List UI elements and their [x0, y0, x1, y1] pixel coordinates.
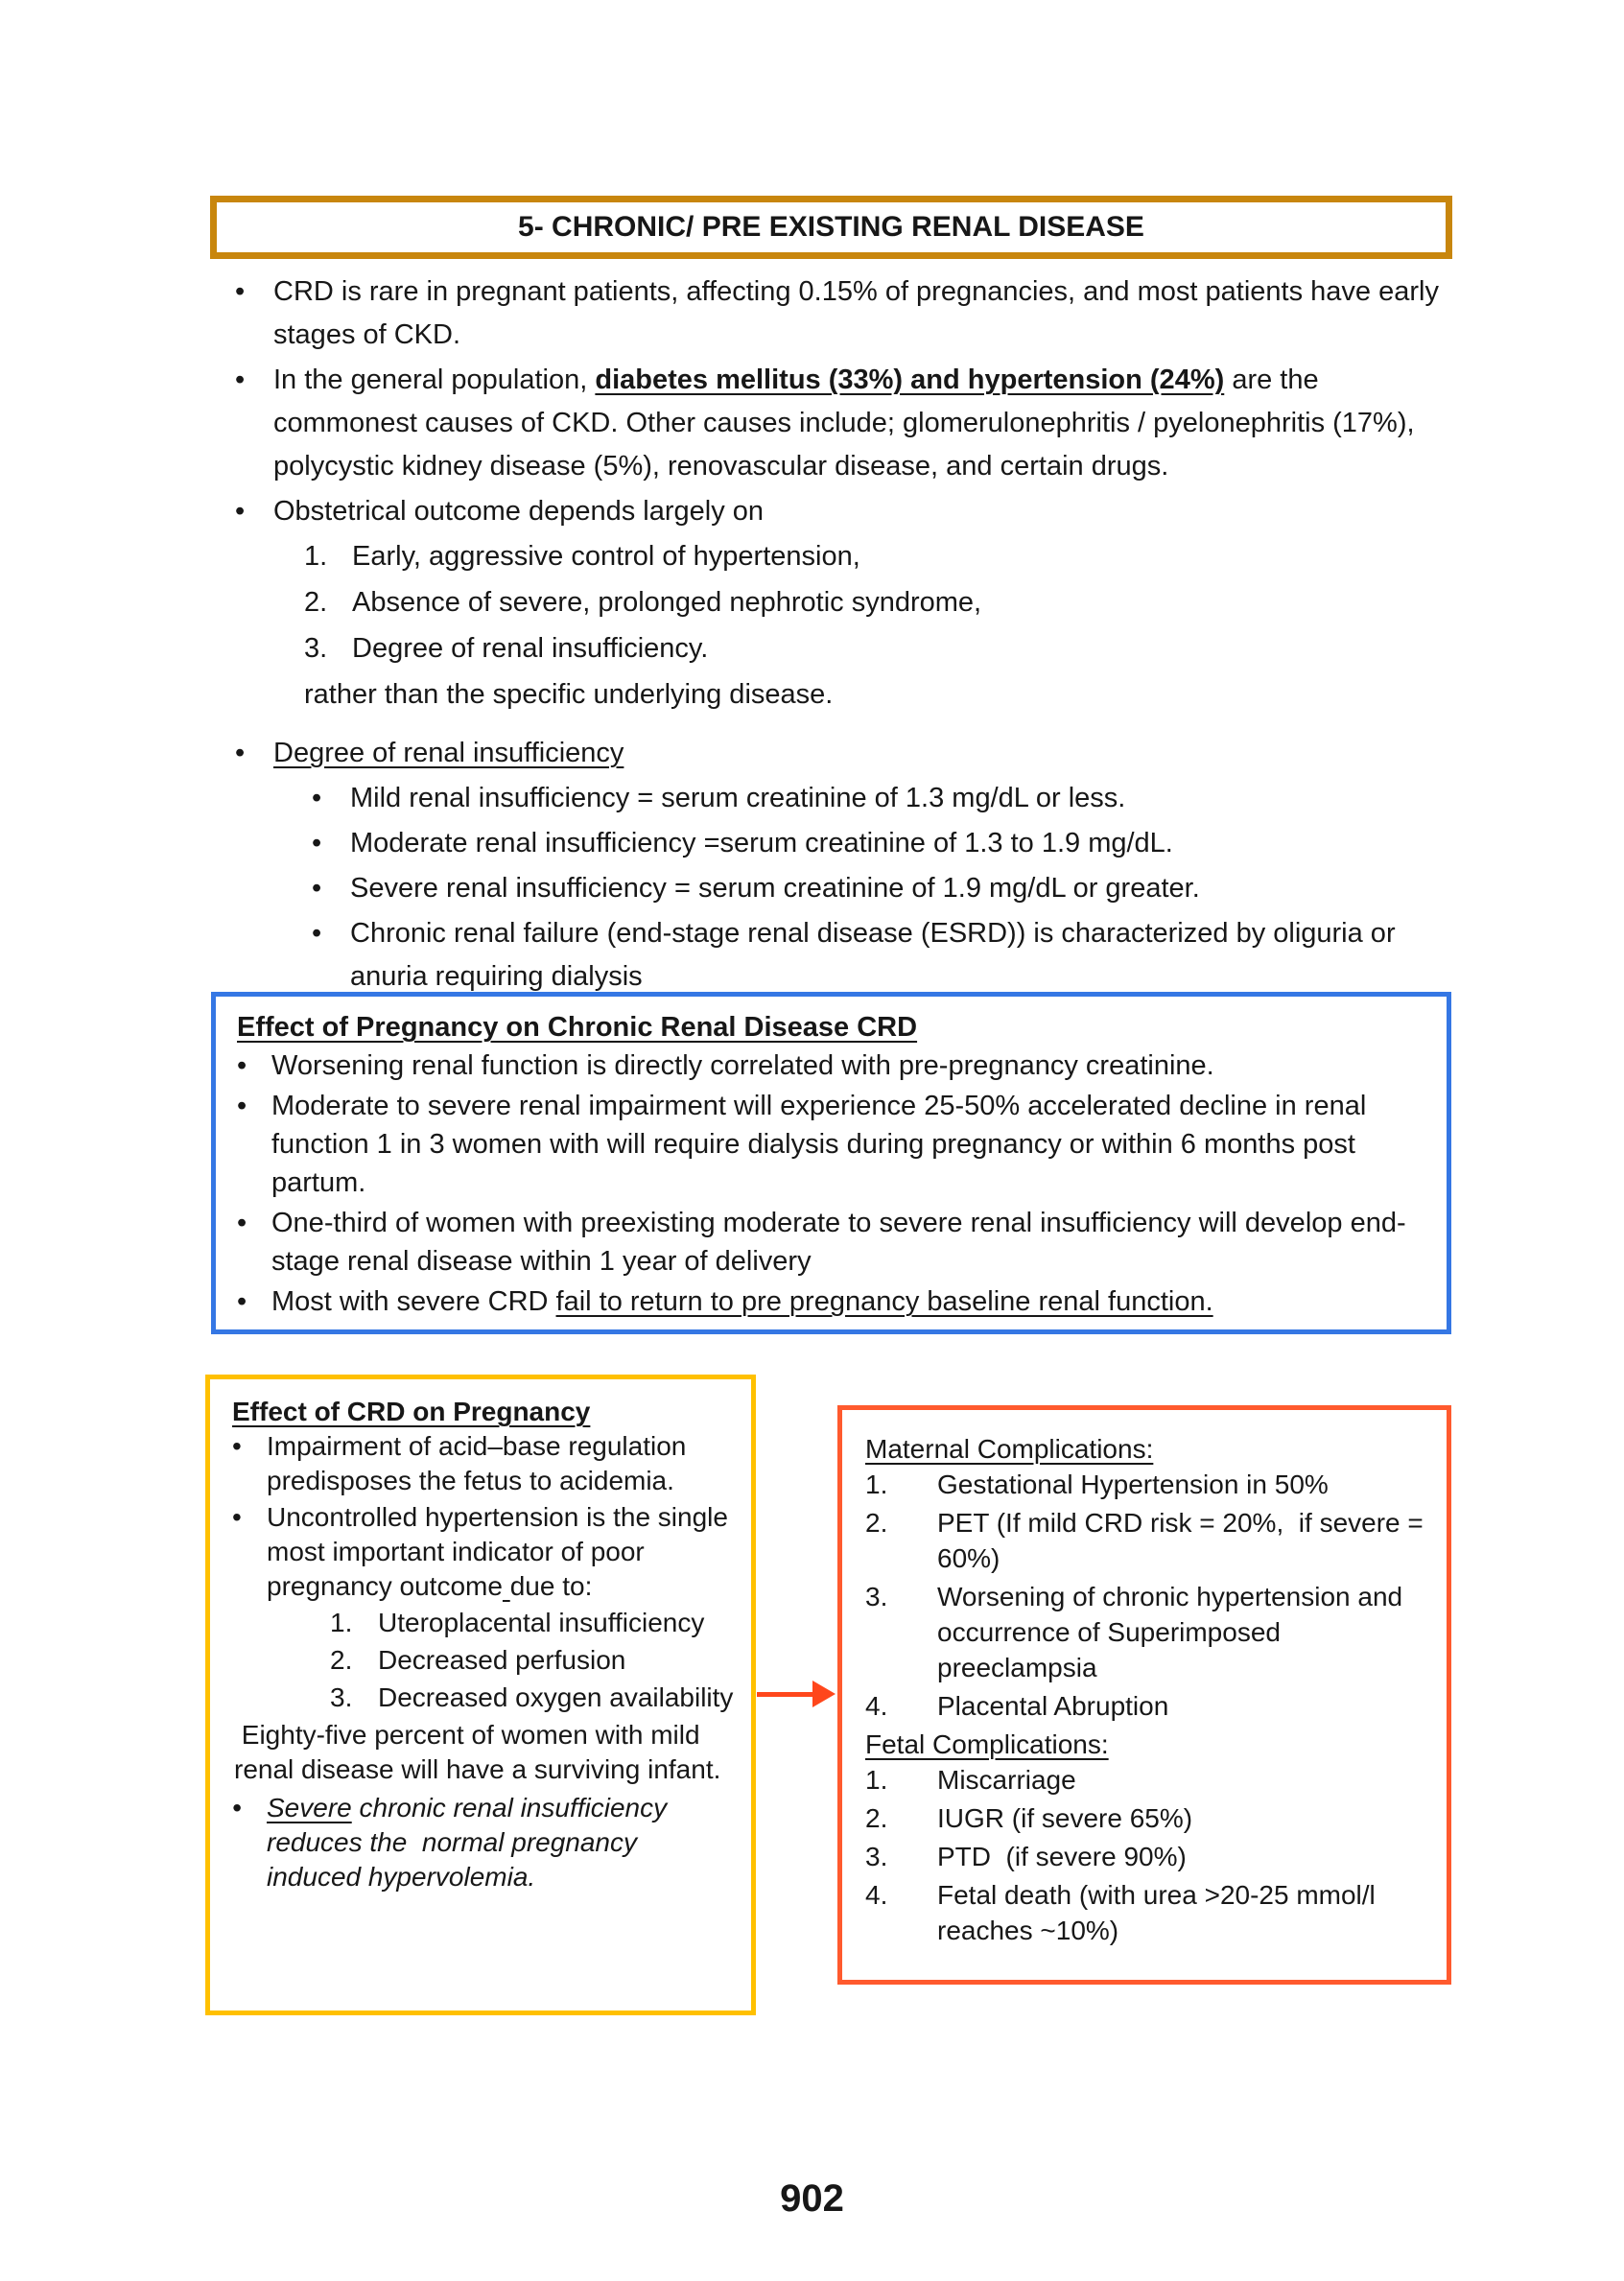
bullet-marker: •: [235, 496, 246, 527]
arrowhead-icon: [812, 1681, 836, 1707]
underlined-conclusion: fail to return to pre pregnancy baseline renal function.: [555, 1286, 1213, 1317]
sub-bullet-item: [312, 777, 1451, 820]
bullet-item: [237, 1282, 1429, 1321]
text-segment: Uncontrolled hypertension is the single most important indicator of poor pregnancy outcome: [267, 1502, 736, 1601]
text-segment: due to:: [509, 1571, 593, 1601]
list-item-text: Decreased oxygen availability: [378, 1682, 734, 1712]
title-box: [210, 196, 1452, 259]
list-item-text: Absence of severe, prolonged nephrotic syndrome,: [352, 587, 982, 618]
hypertension-causes-list: [330, 1606, 738, 1715]
list-item-text: IUGR (if severe 65%): [937, 1803, 1193, 1833]
maternal-complications-heading: Maternal Complications:: [865, 1434, 1154, 1464]
flow-arrow-icon: [757, 1692, 814, 1697]
list-item-text: Uteroplacental insufficiency: [378, 1608, 705, 1637]
bullet-marker: •: [312, 873, 322, 904]
sub-bullet-text: Severe renal insufficiency = serum creatinine of 1.9 mg/dL or greater.: [350, 873, 1200, 904]
list-item-text: Early, aggressive control of hypertension,: [352, 541, 860, 572]
bullet-item: [237, 1204, 1429, 1281]
bullet-text: Moderate to severe renal impairment will experience 25-50% accelerated decline in renal function 1 in 3 women with will require dialysis during pregnancy or within 6 months post partum.: [271, 1091, 1375, 1198]
text-segment: chronic renal insufficiency reduces the normal pregnancy induced hypervolemia.: [267, 1793, 674, 1892]
bullet-item-crd-rare: [235, 270, 1451, 357]
page-number: 902: [780, 2177, 844, 2220]
bullet-marker: •: [312, 828, 322, 858]
list-item-text: Decreased perfusion: [378, 1645, 626, 1675]
list-item-text: PTD (if severe 90%): [937, 1842, 1187, 1871]
page-title: 5- CHRONIC/ PRE EXISTING RENAL DISEASE: [518, 211, 1144, 243]
bullet-item-causes: [235, 359, 1451, 488]
intro-section: [235, 270, 1451, 1000]
text-segment: In the general population,: [273, 364, 596, 395]
bullet-marker: •: [232, 1431, 242, 1461]
underlined-severe: Severe: [267, 1793, 352, 1822]
list-item: [865, 1505, 1431, 1576]
list-item: [865, 1800, 1431, 1836]
bullet-text: [267, 1791, 738, 1894]
box-heading: Effect of Pregnancy on Chronic Renal Disease CRD: [237, 1012, 918, 1043]
list-item-text: Degree of renal insufficiency.: [352, 633, 709, 664]
maternal-complications-list: [865, 1467, 1431, 1724]
surviving-infant-paragraph: Eighty-five percent of women with mild renal disease will have a surviving infant.: [234, 1720, 721, 1784]
list-item: [330, 1681, 738, 1715]
sub-bullet-item: [312, 912, 1451, 999]
text-segment: Most with severe CRD: [271, 1286, 556, 1317]
list-item: [304, 627, 1451, 670]
fetal-complications-heading: Fetal Complications:: [865, 1729, 1109, 1759]
effect-of-pregnancy-on-crd-box: [211, 992, 1451, 1334]
obstetrical-outcome-list: [304, 535, 1451, 670]
degree-heading: Degree of renal insufficiency: [273, 738, 624, 768]
bullet-marker: •: [312, 783, 322, 813]
list-item: [330, 1606, 738, 1640]
list-item: [304, 535, 1451, 578]
bullet-marker: •: [237, 1050, 247, 1081]
list-item-text: Placental Abruption: [937, 1691, 1169, 1721]
bullet-text: CRD is rare in pregnant patients, affecting 0.15% of pregnancies, and most patients have early stages of CKD.: [273, 276, 1447, 350]
bullet-text: [273, 359, 1451, 488]
sub-bullet-text: Moderate renal insufficiency =serum creatinine of 1.3 to 1.9 mg/dL.: [350, 828, 1173, 858]
bullet-text: [271, 1282, 1429, 1321]
fetal-complications-list: [865, 1762, 1431, 1948]
underlined-space: [503, 1571, 510, 1601]
list-item-text: PET (If mild CRD risk = 20%, if severe = 60%): [937, 1508, 1431, 1573]
list-item: [865, 1467, 1431, 1502]
bullet-marker: •: [235, 364, 246, 395]
list-item-text: Worsening of chronic hypertension and occurrence of Superimposed preeclampsia: [937, 1582, 1410, 1682]
bullet-item: [237, 1046, 1429, 1085]
bullet-marker: •: [237, 1208, 247, 1238]
emphasized-causes: diabetes mellitus (33%) and hypertension (24%): [595, 364, 1225, 395]
sub-bullet-item: [312, 822, 1451, 865]
list-item-text: Fetal death (with urea >20-25 mmol/l reaches ~10%): [937, 1880, 1383, 1945]
list-item-text: Miscarriage: [937, 1765, 1076, 1795]
complications-box: [837, 1405, 1451, 1985]
bullet-item: [232, 1500, 738, 1604]
sub-bullet-item: [312, 867, 1451, 910]
list-item: [865, 1579, 1431, 1685]
sub-bullet-text: Chronic renal failure (end-stage renal disease (ESRD)) is characterized by oliguria or anuria requiring dialysis: [350, 918, 1403, 992]
bullet-item: [232, 1429, 738, 1498]
bullet-item-degree-heading: [235, 732, 1451, 775]
degree-sublist: [312, 777, 1451, 999]
bullet-text: Obstetrical outcome depends largely on: [273, 496, 765, 527]
obstetrical-outcome-tail: rather than the specific underlying disease.: [304, 679, 834, 710]
bullet-item: [237, 1087, 1429, 1202]
bullet-marker: •: [235, 276, 246, 307]
bullet-marker: •: [237, 1286, 247, 1317]
bullet-item-obstetrical-outcome: [235, 490, 1451, 533]
bullet-item-severe-cri: [232, 1791, 738, 1894]
bullet-marker: •: [235, 738, 246, 768]
list-item: [865, 1762, 1431, 1798]
bullet-text: [267, 1500, 738, 1604]
list-item: [330, 1643, 738, 1678]
list-item: [865, 1839, 1431, 1874]
effect-of-crd-on-pregnancy-box: [205, 1375, 756, 2015]
list-item: [865, 1688, 1431, 1724]
bullet-text: Worsening renal function is directly correlated with pre-pregnancy creatinine.: [271, 1050, 1214, 1081]
list-item: [304, 581, 1451, 624]
bullet-marker: •: [237, 1091, 247, 1121]
bullet-marker: •: [232, 1793, 242, 1822]
list-item: [865, 1877, 1431, 1948]
bullet-text: One-third of women with preexisting moderate to severe renal insufficiency will develop end-stage renal disease within 1 year of delivery: [271, 1208, 1406, 1277]
text-segment: are the commonest causes of CKD. Other causes include; glomerulonephritis / pyelonephritis (17%), polycystic kidney disease (5%), renovascular disease, and certain drugs.: [273, 364, 1423, 482]
bullet-marker: •: [312, 918, 322, 949]
bullet-marker: •: [232, 1502, 242, 1532]
sub-bullet-text: Mild renal insufficiency = serum creatinine of 1.3 mg/dL or less.: [350, 783, 1126, 813]
list-item-text: Gestational Hypertension in 50%: [937, 1470, 1329, 1499]
bullet-text: Impairment of acid–base regulation predisposes the fetus to acidemia.: [267, 1431, 694, 1495]
box-heading: Effect of CRD on Pregnancy: [232, 1397, 591, 1426]
